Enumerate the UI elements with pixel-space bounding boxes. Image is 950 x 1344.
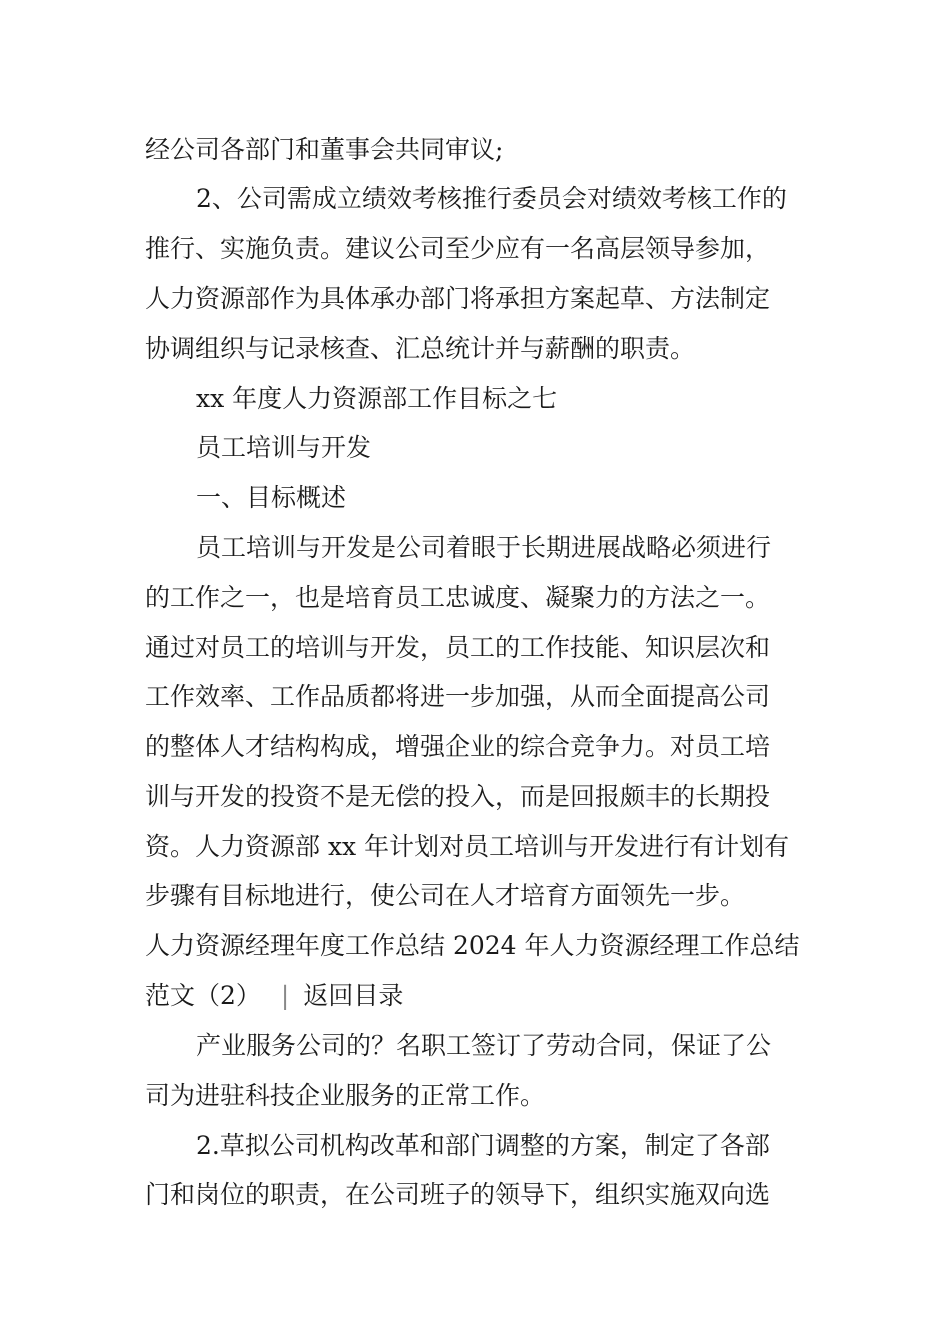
text-line: 2、公司需成立绩效考核推行委员会对绩效考核工作的 <box>196 184 787 213</box>
article-title-row <box>145 980 403 1012</box>
text-line: 的工作之一，也是培育员工忠诚度、凝聚力的方法之一。 <box>145 583 771 612</box>
text-line: 门和岗位的职责，在公司班子的领导下，组织实施双向选 <box>145 1180 771 1209</box>
back-to-contents-link[interactable]: 返回目录 <box>303 981 404 1010</box>
text-line: 司为进驻科技企业服务的正常工作。 <box>145 1081 546 1110</box>
text-line: 资。人力资源部 xx 年计划对员工培训与开发进行有计划有 <box>145 832 790 861</box>
section-heading: xx 年度人力资源部工作目标之七 <box>196 384 558 413</box>
text-line: 员工培训与开发是公司着眼于长期进展战略必须进行 <box>196 533 772 562</box>
title-separator: | <box>280 981 290 1010</box>
text-line: 人力资源部作为具体承办部门将承担方案起草、方法制定 <box>145 284 771 313</box>
text-line: 的整体人才结构构成，增强企业的综合竞争力。对员工培 <box>145 732 771 761</box>
text-line: 工作效率、工作品质都将进一步加强，从而全面提高公司 <box>145 682 771 711</box>
text-line: 经公司各部门和董事会共同审议; <box>145 135 504 164</box>
section-heading: 一、目标概述 <box>196 483 347 512</box>
article-title: 人力资源经理年度工作总结 2024 年人力资源经理工作总结 <box>145 931 800 960</box>
text-line: 通过对员工的培训与开发，员工的工作技能、知识层次和 <box>145 633 771 662</box>
text-line: 步骤有目标地进行，使公司在人才培育方面领先一步。 <box>145 881 746 910</box>
text-line: 产业服务公司的？名职工签订了劳动合同，保证了公 <box>196 1031 772 1060</box>
text-line: 推行、实施负责。建议公司至少应有一名高层领导参加， <box>145 234 771 263</box>
article-title-end: 范文（2） <box>145 981 261 1010</box>
text-line: 2.草拟公司机构改革和部门调整的方案，制定了各部 <box>196 1131 770 1160</box>
section-heading: 员工培训与开发 <box>196 433 372 462</box>
text-line: 训与开发的投资不是无偿的投入，而是回报颇丰的长期投 <box>145 782 771 811</box>
text-line: 协调组织与记录核查、汇总统计并与薪酬的职责。 <box>145 334 696 363</box>
